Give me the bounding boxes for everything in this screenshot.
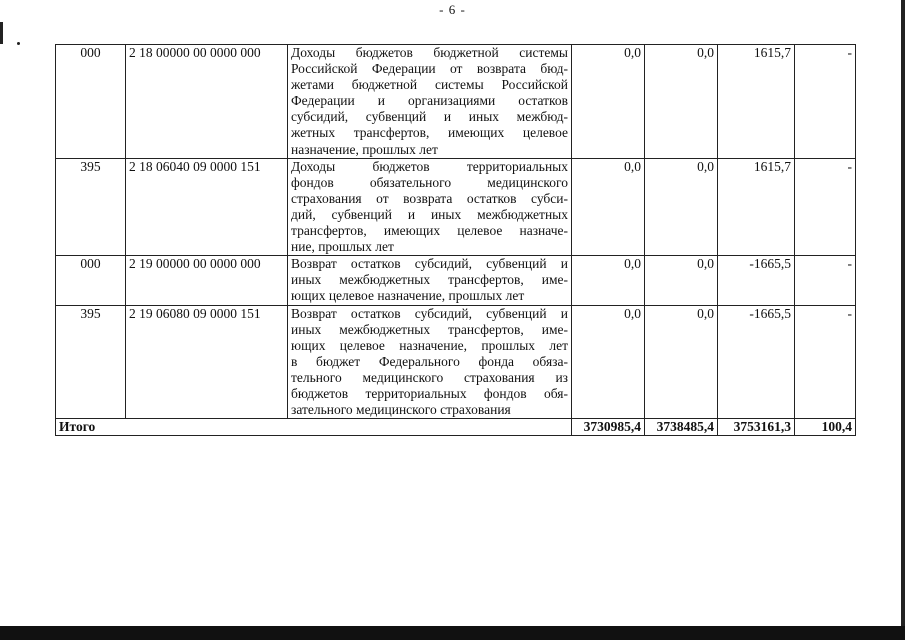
value-1: 0,0 <box>572 256 645 305</box>
revenue-name-line: назначение, прошлых лет <box>291 141 438 157</box>
total-value-2: 3738485,4 <box>645 419 718 436</box>
revenue-name <box>288 158 572 256</box>
revenue-name-line: ние, прошлых лет <box>291 239 394 255</box>
table-row-total <box>56 419 856 436</box>
budget-classification-code: 2 18 06040 09 0000 151 <box>126 158 288 256</box>
page-number: - 6 - <box>439 2 466 17</box>
value-3: 1615,7 <box>718 158 795 256</box>
value-1: 0,0 <box>572 158 645 256</box>
admin-code: 000 <box>56 256 126 305</box>
revenue-name <box>288 45 572 159</box>
revenue-name-line: ющих целевое назначение, прошлых лет <box>291 288 525 304</box>
scan-edge-bottom <box>0 626 905 640</box>
scan-edge-right <box>901 0 905 640</box>
revenue-name-line: иных межбюджетных трансфертов, име- <box>291 321 568 337</box>
table-row <box>56 256 856 305</box>
revenue-name-line: тельного медицинского страхования из <box>291 369 568 385</box>
value-4: - <box>795 45 856 159</box>
value-1: 0,0 <box>572 305 645 419</box>
revenue-name-line: трансфертов, имеющих целевое назначе- <box>291 223 568 239</box>
value-3: -1665,5 <box>718 305 795 419</box>
table-row <box>56 158 856 256</box>
value-4: - <box>795 256 856 305</box>
value-3: 1615,7 <box>718 45 795 159</box>
table-body <box>56 45 856 436</box>
budget-table <box>55 44 856 436</box>
value-2: 0,0 <box>645 256 718 305</box>
total-value-1: 3730985,4 <box>572 419 645 436</box>
value-4: - <box>795 158 856 256</box>
revenue-name-line: дий, субвенций и иных межбюджетных <box>291 206 568 222</box>
budget-classification-code: 2 19 00000 00 0000 000 <box>126 256 288 305</box>
revenue-name-line: жетами бюджетной системы Российской <box>291 77 568 93</box>
revenue-name-line: иных межбюджетных трансфертов, име- <box>291 272 568 288</box>
revenue-name-line: страхования от возврата остатков субси- <box>291 190 568 206</box>
value-1: 0,0 <box>572 45 645 159</box>
scan-dot <box>17 42 20 45</box>
revenue-name-line: бюджетов территориальных фондов обя- <box>291 385 568 401</box>
revenue-name-line: Возврат остатков субсидий, субвенций и <box>291 305 568 321</box>
revenue-name-line: ющих целевое назначение, прошлых лет <box>291 337 568 353</box>
revenue-name-line: в бюджет Федерального фонда обяза- <box>291 353 568 369</box>
value-2: 0,0 <box>645 158 718 256</box>
revenue-name-line: Возврат остатков субсидий, субвенций и <box>291 256 568 272</box>
revenue-name-line: фондов обязательного медицинского <box>291 174 568 190</box>
revenue-name-line: Федерации и организациями остатков <box>291 93 568 109</box>
scan-margin-mark <box>0 22 3 44</box>
total-label: Итого <box>56 419 572 436</box>
value-2: 0,0 <box>645 45 718 159</box>
revenue-name-line: Доходы бюджетов территориальных <box>291 158 568 174</box>
value-3: -1665,5 <box>718 256 795 305</box>
revenue-name <box>288 305 572 419</box>
budget-classification-code: 2 19 06080 09 0000 151 <box>126 305 288 419</box>
value-4: - <box>795 305 856 419</box>
revenue-name-line: Доходы бюджетов бюджетной системы <box>291 45 568 60</box>
value-2: 0,0 <box>645 305 718 419</box>
admin-code: 000 <box>56 45 126 159</box>
admin-code: 395 <box>56 305 126 419</box>
admin-code: 395 <box>56 158 126 256</box>
revenue-name-line: Российской Федерации от возврата бюд- <box>291 61 568 77</box>
total-value-4: 100,4 <box>795 419 856 436</box>
table-row <box>56 45 856 159</box>
budget-classification-code: 2 18 00000 00 0000 000 <box>126 45 288 159</box>
revenue-name-line: зательного медицинского страхования <box>291 402 511 418</box>
revenue-name <box>288 256 572 305</box>
revenue-name-line: субсидий, субвенций и иных межбюд- <box>291 109 568 125</box>
total-value-3: 3753161,3 <box>718 419 795 436</box>
table-row <box>56 305 856 419</box>
revenue-name-line: жетных трансфертов, имеющих целевое <box>291 125 568 141</box>
